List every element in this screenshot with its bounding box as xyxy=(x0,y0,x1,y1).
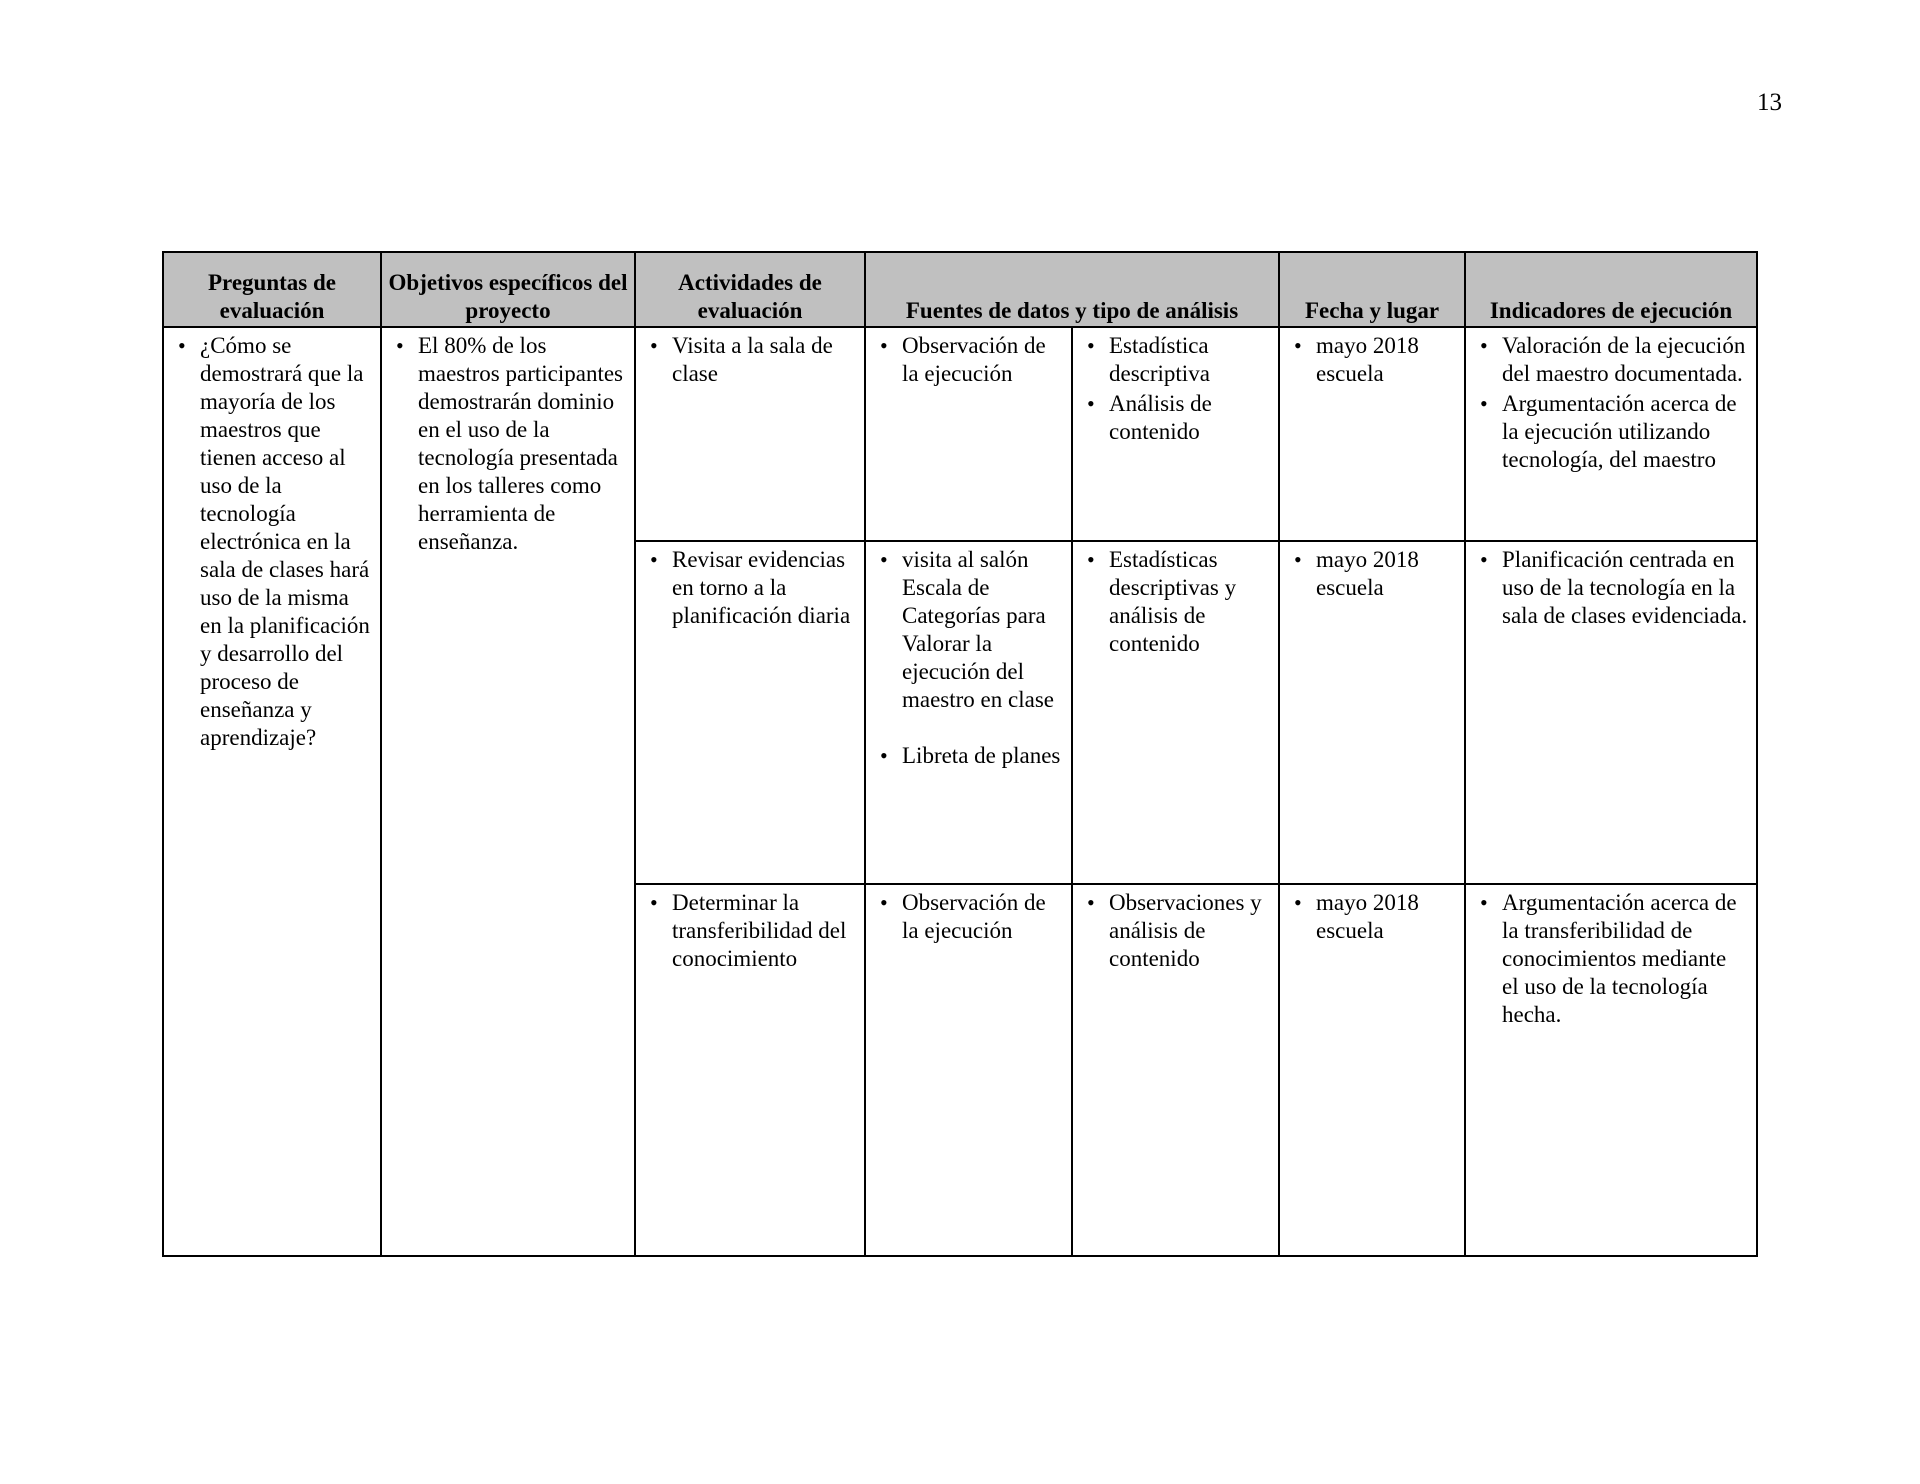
indicator-item: • Planificación centrada en uso de la tecnología en la sala de clases evidenciada. xyxy=(1474,546,1748,630)
header-objectives: Objetivos específicos del proyecto xyxy=(381,252,635,327)
date-place-text: • mayo 2018 escuela xyxy=(1288,889,1456,945)
indicator-cell xyxy=(1465,327,1757,541)
analysis-item: • Observaciones y análisis de contenido xyxy=(1081,889,1270,973)
header-row xyxy=(163,252,1757,327)
analysis-cell xyxy=(1072,541,1279,884)
source-cell xyxy=(865,884,1072,1256)
date-place-cell xyxy=(1279,327,1465,541)
indicator-item: • Argumentación acerca de la ejecución utilizando tecnología, del maestro xyxy=(1474,390,1748,474)
header-data-sources: Fuentes de datos y tipo de análisis xyxy=(865,252,1279,327)
header-date-place: Fecha y lugar xyxy=(1279,252,1465,327)
indicator-cell xyxy=(1465,541,1757,884)
source-item: • visita al salón Escala de Categorías para Valorar la ejecución del maestro en clase xyxy=(874,546,1063,714)
analysis-cell xyxy=(1072,884,1279,1256)
question-cell xyxy=(163,327,381,1256)
question-text: • ¿Cómo se demostrará que la mayoría de los maestros que tienen acceso al uso de la tecnología electrónica en la sala de clases hará uso de la misma en la planificación y desarrollo del proceso de enseñanza y aprendizaje? xyxy=(172,332,372,752)
indicator-item: • Valoración de la ejecución del maestro documentada. xyxy=(1474,332,1748,388)
activity-text: • Visita a la sala de clase xyxy=(644,332,856,388)
date-place-cell xyxy=(1279,884,1465,1256)
date-place-cell xyxy=(1279,541,1465,884)
activity-cell xyxy=(635,541,865,884)
activity-cell xyxy=(635,327,865,541)
objective-text: • El 80% de los maestros participantes demostrarán dominio en el uso de la tecnología presentada en los talleres como herramienta de enseñanza. xyxy=(390,332,626,556)
header-activities: Actividades de evaluación xyxy=(635,252,865,327)
activity-text: • Determinar la transferibilidad del conocimiento xyxy=(644,889,856,973)
header-indicators: Indicadores de ejecución xyxy=(1465,252,1757,327)
analysis-cell xyxy=(1072,327,1279,541)
activity-cell xyxy=(635,884,865,1256)
source-item: • Libreta de planes xyxy=(874,742,1063,770)
table-row xyxy=(163,327,1757,541)
evaluation-table xyxy=(162,251,1758,1257)
source-cell xyxy=(865,541,1072,884)
header-questions: Preguntas de evaluación xyxy=(163,252,381,327)
indicator-item: • Argumentación acerca de la transferibilidad de conocimientos mediante el uso de la tecnología hecha. xyxy=(1474,889,1748,1029)
source-item: • Observación de la ejecución xyxy=(874,889,1063,945)
activity-text: • Revisar evidencias en torno a la planificación diaria xyxy=(644,546,856,630)
date-place-text: • mayo 2018 escuela xyxy=(1288,332,1456,388)
page-number: 13 xyxy=(1757,89,1782,116)
source-cell xyxy=(865,327,1072,541)
analysis-item: • Análisis de contenido xyxy=(1081,390,1270,446)
source-item: • Observación de la ejecución xyxy=(874,332,1063,388)
analysis-item: • Estadísticas descriptivas y análisis de contenido xyxy=(1081,546,1270,658)
indicator-cell xyxy=(1465,884,1757,1256)
date-place-text: • mayo 2018 escuela xyxy=(1288,546,1456,602)
analysis-item: • Estadística descriptiva xyxy=(1081,332,1270,388)
objective-cell xyxy=(381,327,635,1256)
